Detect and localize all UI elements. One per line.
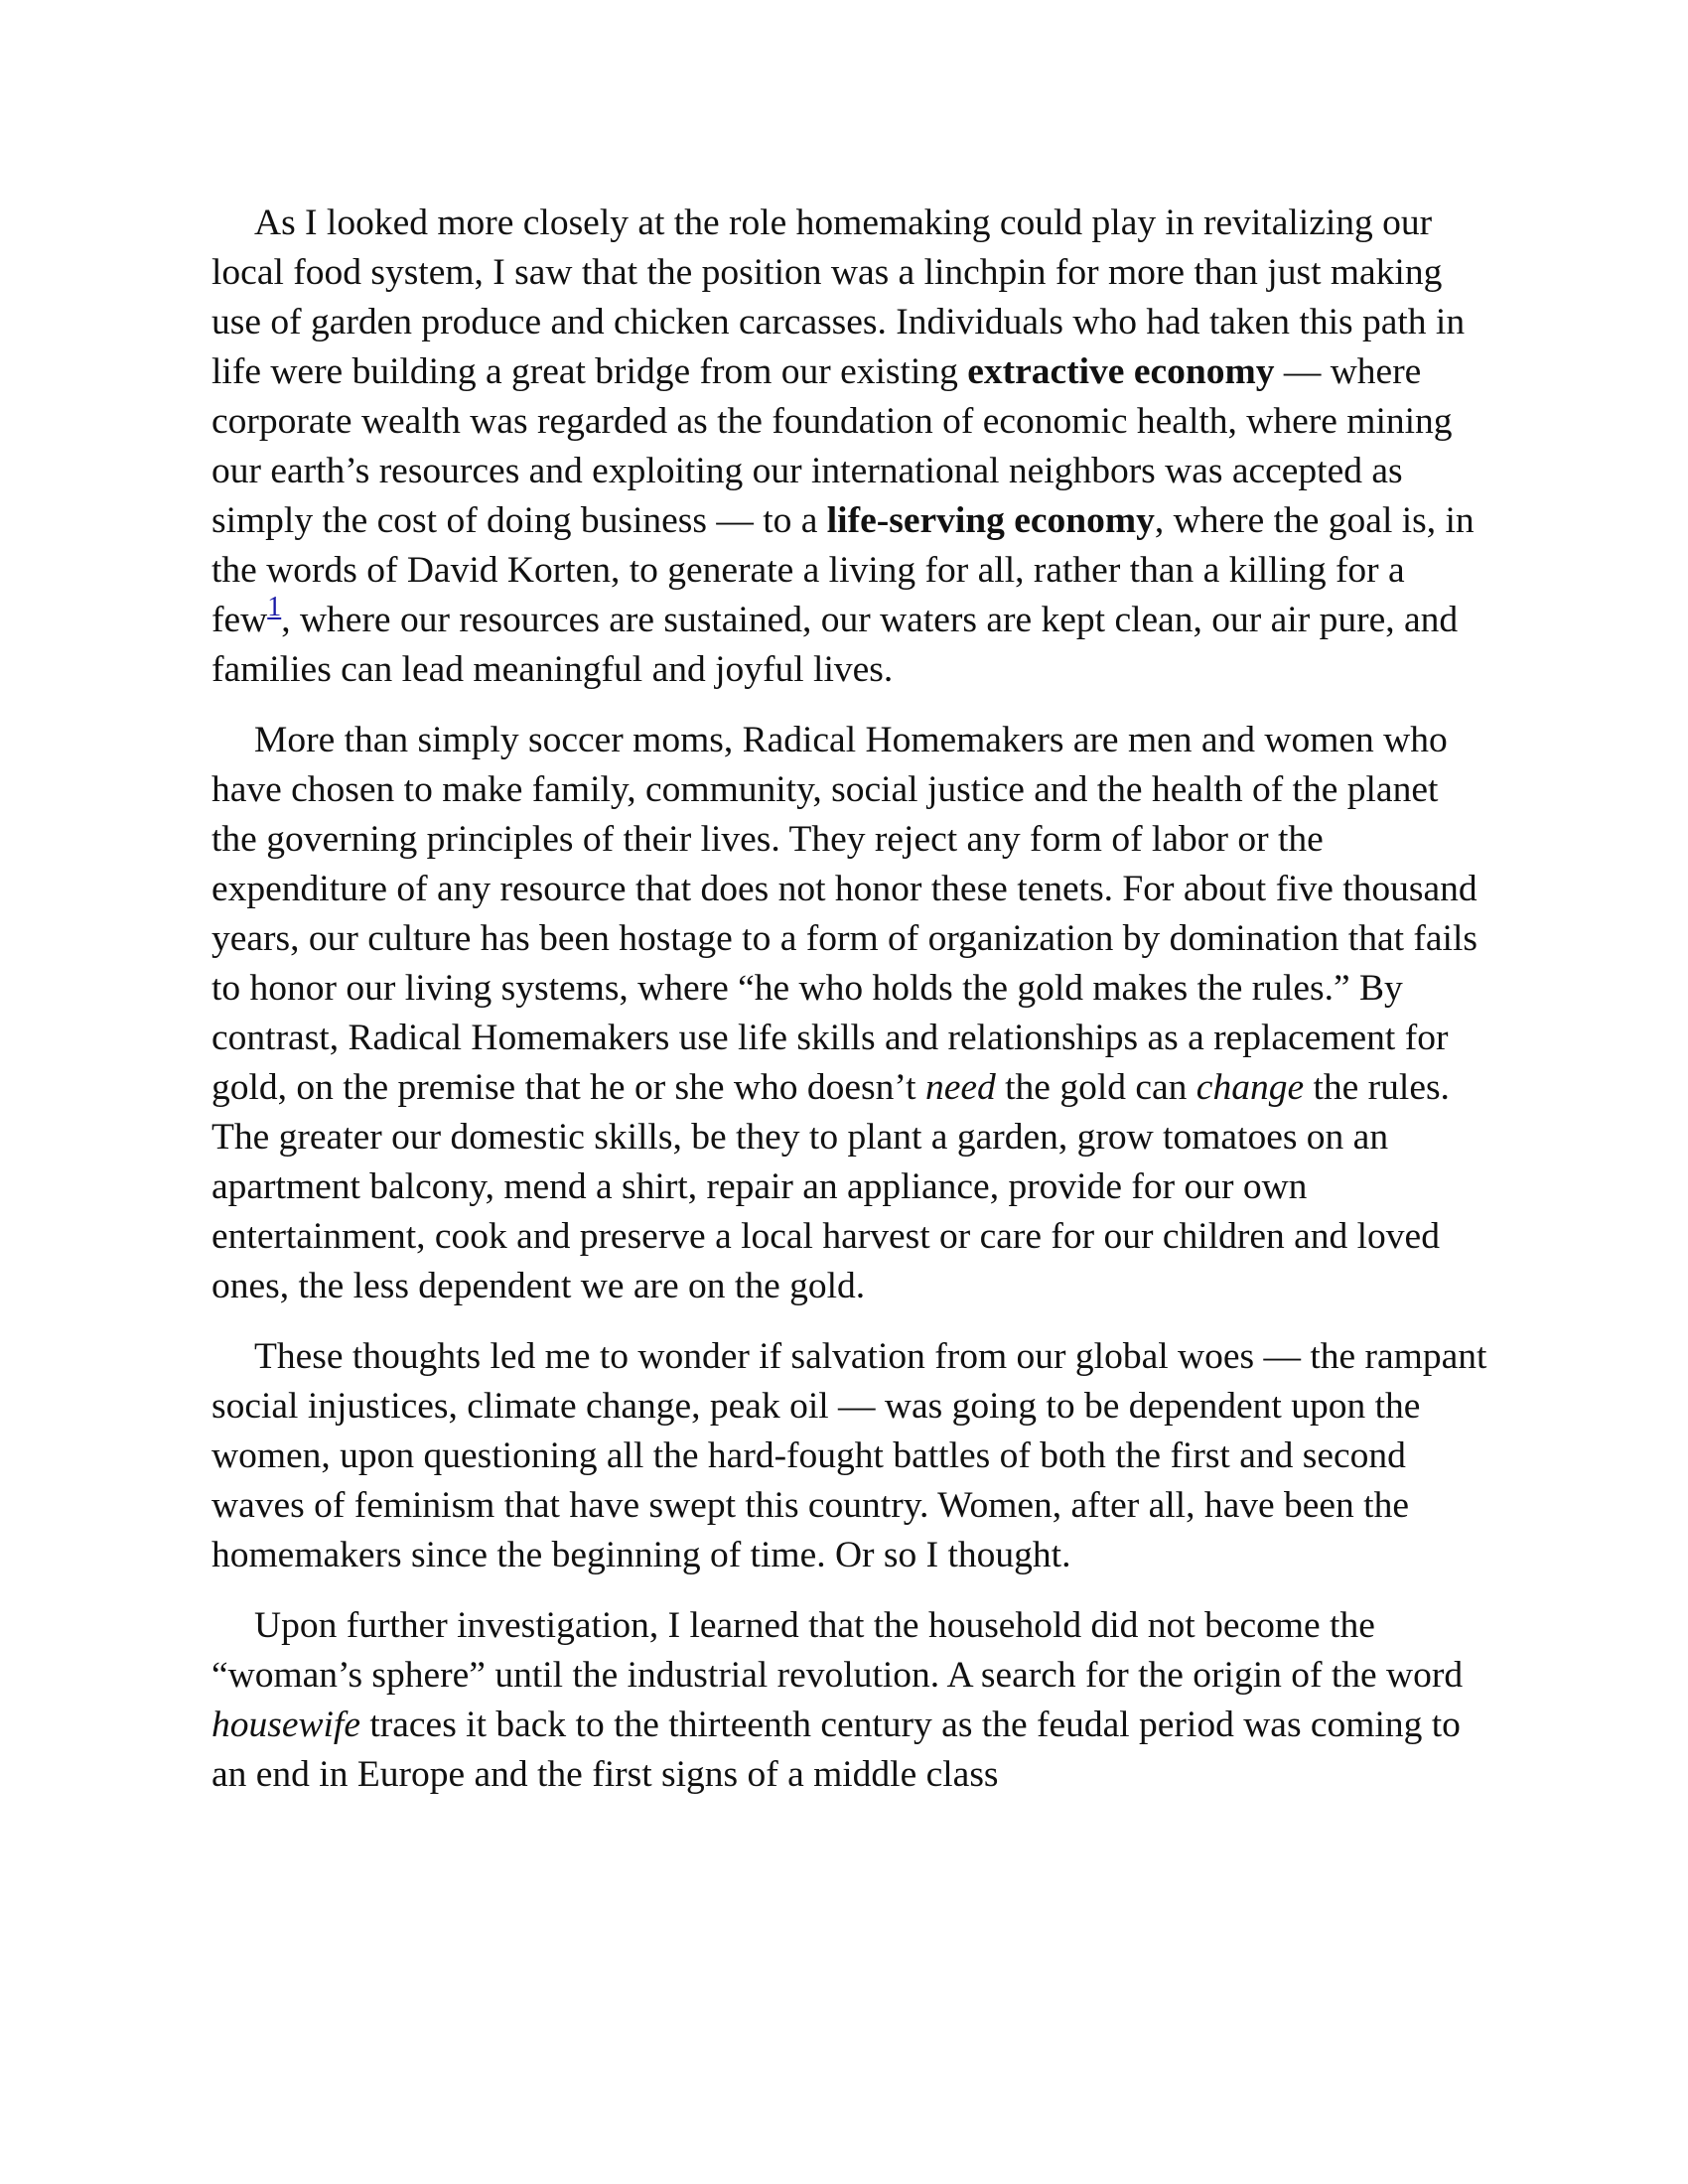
text-segment: These thoughts led me to wonder if salvation from our global woes — the rampant social injustices, climate change, peak oil — was going to be dependent upon the women, upon questioning all the hard-fought battles of both the first and second waves of feminism that have swept this country. Women, after all, have been the homemakers since the beginning of time. Or so I thought. <box>211 1336 1487 1575</box>
text-segment: — where corporate wealth was regarded as the foundation of economic health, where mining our earth’s resources and exploiting our international neighbors was accepted as simply the cost of doing business — to a <box>211 351 1453 541</box>
paragraph-3 <box>211 1332 1487 1580</box>
italic-word-change: change <box>1196 1067 1305 1108</box>
paragraph-4 <box>211 1601 1487 1800</box>
paragraph-2 <box>211 716 1487 1311</box>
text-segment: , where our resources are sustained, our waters are kept clean, our air pure, and families can lead meaningful and joyful lives. <box>211 600 1459 690</box>
text-segment: Upon further investigation, I learned that the household did not become the “woman’s sphere” until the industrial revolution. A search for the origin of the word <box>211 1605 1464 1696</box>
bold-term-life-serving-economy: life-serving economy <box>826 500 1155 541</box>
italic-word-need: need <box>924 1067 996 1108</box>
text-segment: the rules. The greater our domestic skills, be they to plant a garden, grow tomatoes on an apartment balcony, mend a shirt, repair an appliance, provide for our own entertainment, cook and preserve a local harvest or care for our children and loved ones, the less dependent we are on the gold. <box>211 1067 1450 1306</box>
text-segment: As I looked more closely at the role homemaking could play in revitalizing our local food system, I saw that the position was a linchpin for more than just making use of garden produce and chicken carcasses. Individuals who had taken this path in life were building a great bridge from our existing <box>211 203 1466 392</box>
italic-word-housewife: housewife <box>211 1705 360 1745</box>
document-page <box>211 199 1487 1821</box>
paragraph-1 <box>211 199 1487 695</box>
text-segment: traces it back to the thirteenth century as the feudal period was coming to an end in Europe and the first signs of a middle class <box>211 1705 1461 1795</box>
text-segment: the gold can <box>995 1067 1196 1108</box>
text-segment: , where the goal is, in the words of David Korten, to generate a living for all, rather than a killing for a few <box>211 500 1475 640</box>
text-segment: More than simply soccer moms, Radical Homemakers are men and women who have chosen to make family, community, social justice and the health of the planet the governing principles of their lives. They reject any form of labor or the expenditure of any resource that does not honor these tenets. For about five thousand years, our culture has been hostage to a form of organization by domination that fails to honor our living systems, where “he who holds the gold makes the rules.” By contrast, Radical Homemakers use life skills and relationships as a replacement for gold, on the premise that he or she who doesn’t <box>211 720 1477 1108</box>
footnote-link[interactable]: 1 <box>267 592 282 622</box>
bold-term-extractive-economy: extractive economy <box>967 351 1275 392</box>
